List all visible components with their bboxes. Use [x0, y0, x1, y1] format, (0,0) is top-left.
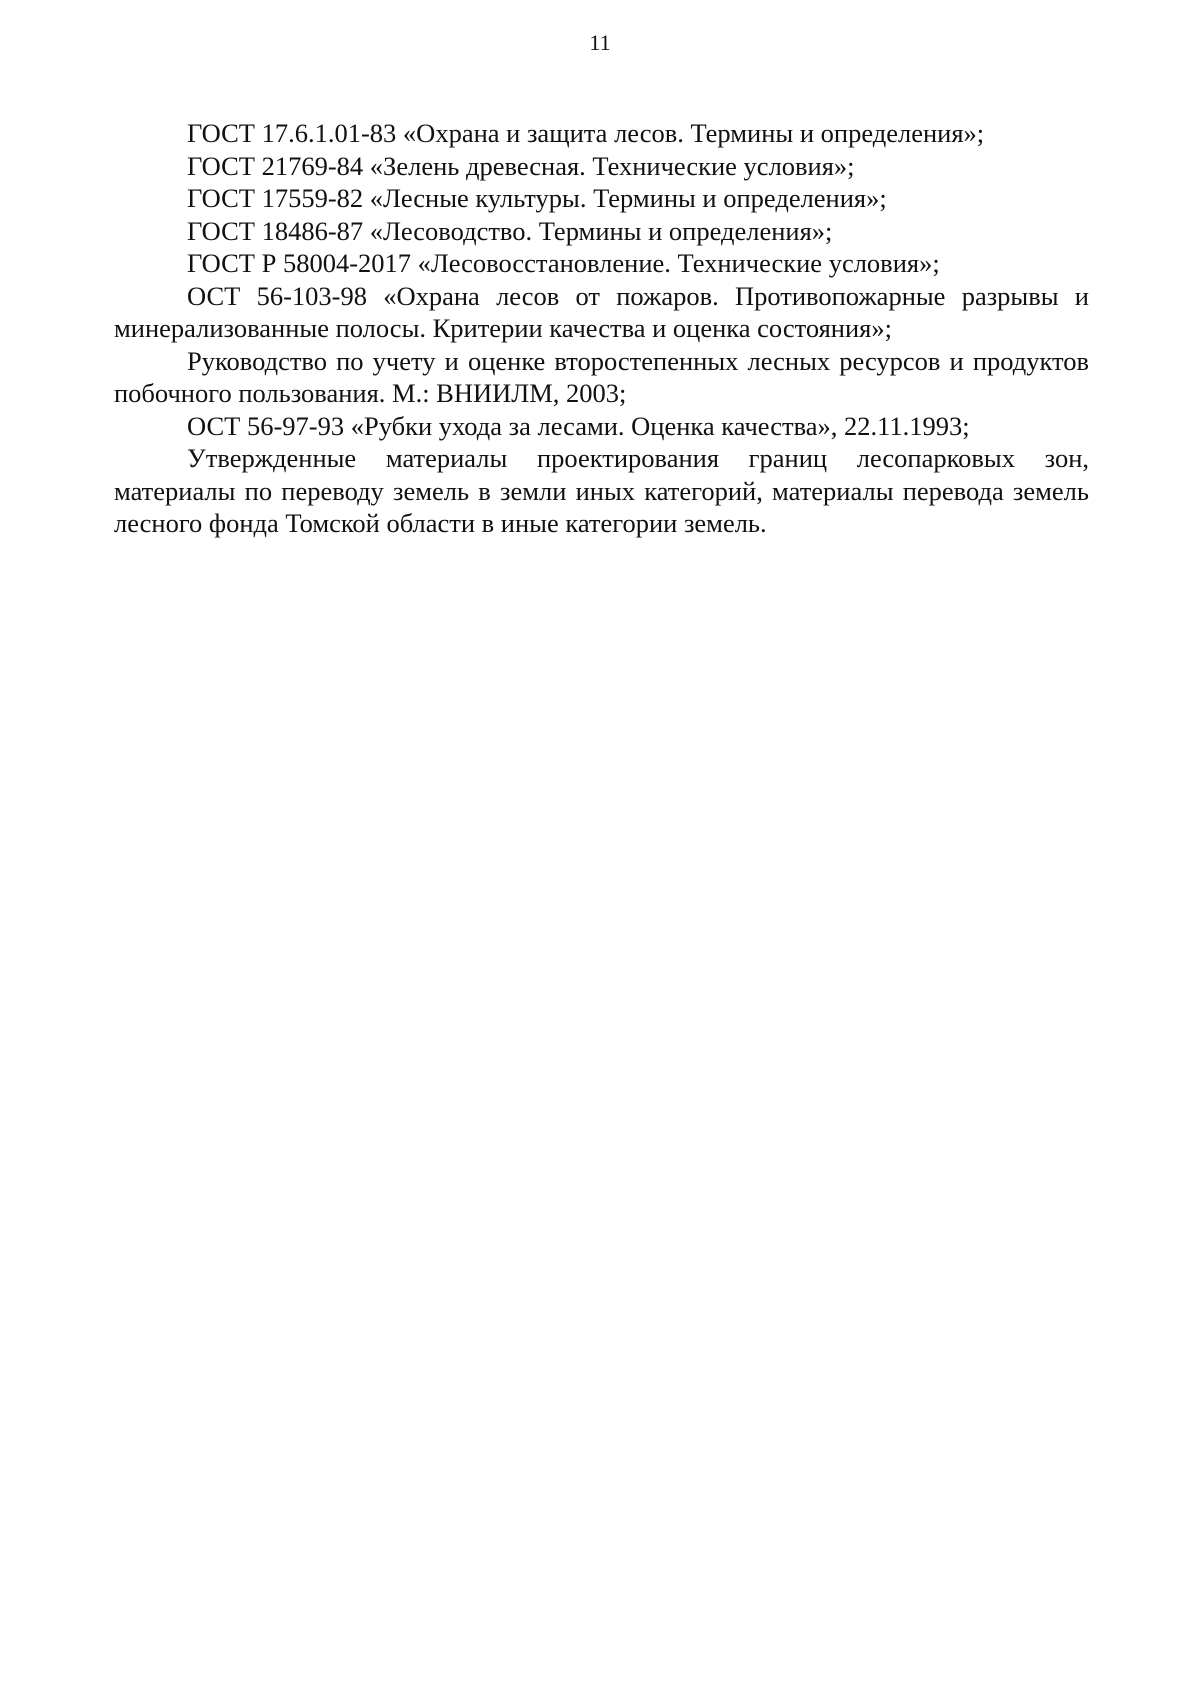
reference-approved-materials: Утвержденные материалы проектирования границ лесопарковых зон, материалы по переводу земель в земли иных категорий, материалы перевода земель лесного фонда Томской области в иные категории земель.	[114, 443, 1089, 538]
reference-vniilm-guide-2003: Руководство по учету и оценке второстепенных лесных ресурсов и продуктов побочного пользования. М.: ВНИИЛМ, 2003;	[114, 345, 1089, 408]
reference-ost-56-103-98: ОСТ 56-103-98 «Охрана лесов от пожаров. Противопожарные разрывы и минерализованные полосы. Критерии качества и оценка состояния»;	[114, 280, 1089, 343]
reference-list	[114, 117, 1089, 540]
reference-ost-56-97-93: ОСТ 56-97-93 «Рубки ухода за лесами. Оценка качества», 22.11.1993;	[187, 410, 970, 441]
reference-gost-21769-84: ГОСТ 21769-84 «Зелень древесная. Технические условия»;	[187, 150, 855, 181]
reference-gost-17559-82: ГОСТ 17559-82 «Лесные культуры. Термины и определения»;	[187, 183, 887, 213]
reference-gost-18486-87: ГОСТ 18486-87 «Лесоводство. Термины и определения»;	[187, 215, 833, 246]
page-number: 11	[589, 30, 611, 55]
reference-gost-r-58004-2017: ГОСТ Р 58004-2017 «Лесовосстановление. Технические условия»;	[187, 248, 940, 278]
reference-gost-17-6-1-01-83: ГОСТ 17.6.1.01-83 «Охрана и защита лесов. Термины и определения»;	[187, 118, 985, 148]
